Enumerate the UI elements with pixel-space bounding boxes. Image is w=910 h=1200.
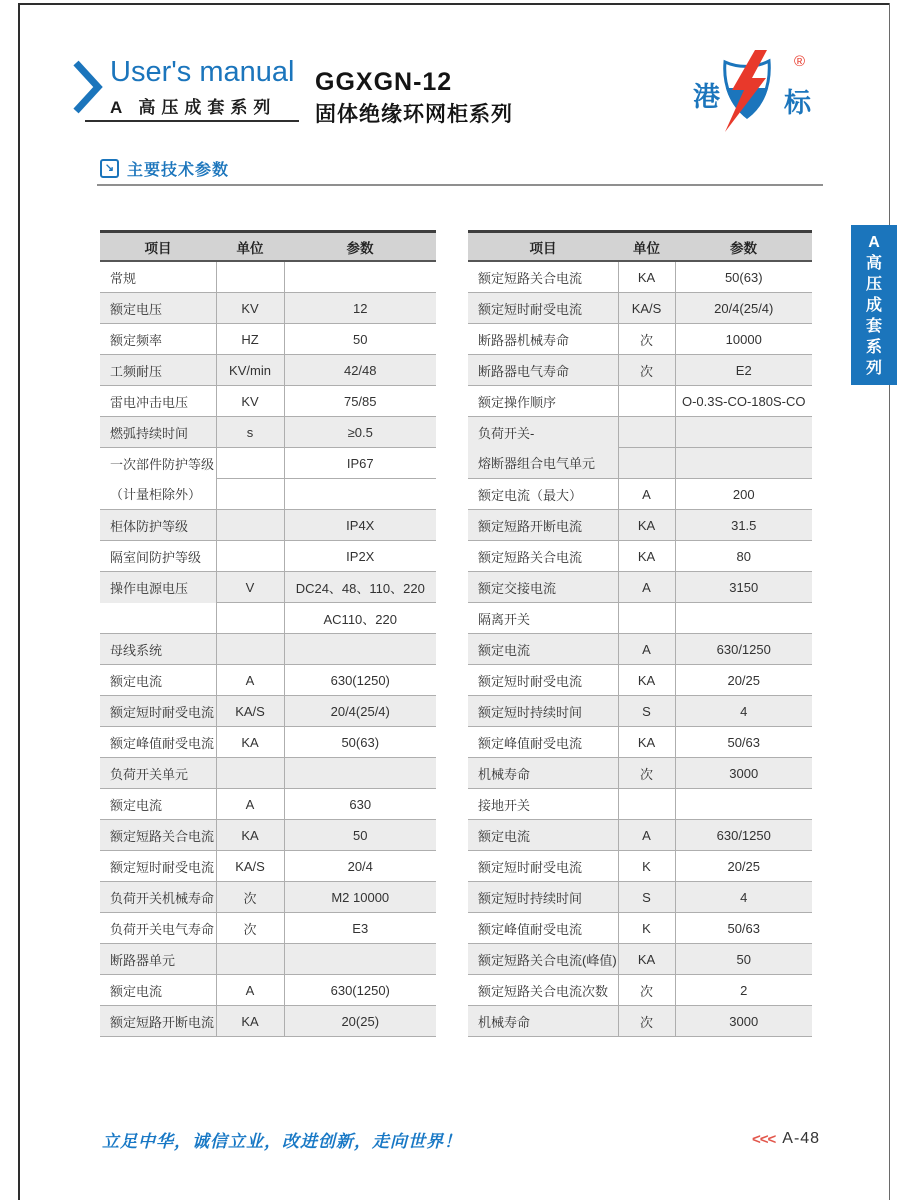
param-unit-cell: KV [216,293,284,324]
table-row [100,696,436,727]
param-value-cell: M2 10000 [284,882,436,913]
column-header: 项目 [468,232,618,262]
param-item-cell: 工频耐压 [100,355,216,386]
params-table-left [100,230,436,1037]
section-divider [97,184,823,186]
param-value-cell: 4 [675,696,812,727]
param-unit-cell: KA [618,261,675,293]
param-unit-cell [216,541,284,572]
side-tab-char: 高 [865,254,882,272]
param-item-cell: 额定短时持续时间 [468,882,618,913]
table-row [468,324,812,355]
param-value-cell: 20/4(25/4) [284,696,436,727]
param-item-cell: 额定电流 [468,634,618,665]
table-row [100,913,436,944]
column-header: 参数 [284,232,436,262]
params-table-right [468,230,812,1037]
param-item-cell: 额定电流 [100,665,216,696]
table-row [468,603,812,634]
param-value-cell: O-0.3S-CO-180S-CO [675,386,812,417]
param-value-cell: 50/63 [675,913,812,944]
page-number: A-48 [782,1130,821,1147]
param-value-cell [284,479,436,510]
param-unit-cell: V [216,572,284,603]
param-value-cell: DC24、48、110、220 [284,572,436,603]
param-unit-cell: HZ [216,324,284,355]
param-value-cell: 50/63 [675,727,812,758]
param-value-cell: 20/4(25/4) [675,293,812,324]
param-value-cell: IP67 [284,448,436,479]
column-header: 项目 [100,232,216,262]
param-item-cell: 额定短时耐受电流 [468,665,618,696]
param-item-cell: 额定电流 [468,820,618,851]
param-value-cell: 200 [675,479,812,510]
table-row [468,355,812,386]
params-table [100,230,436,1037]
param-item-cell: 额定电流（最大） [468,479,618,510]
param-value-cell: 3000 [675,758,812,789]
param-item-cell: 额定短时耐受电流 [468,293,618,324]
param-value-cell: 31.5 [675,510,812,541]
param-value-cell: 630 [284,789,436,820]
param-unit-cell: KA [618,727,675,758]
table-row [100,820,436,851]
param-unit-cell: A [618,820,675,851]
column-header: 参数 [675,232,812,262]
table-row [100,665,436,696]
param-value-cell: 50(63) [675,261,812,293]
param-value-cell [284,261,436,293]
param-value-cell: 630/1250 [675,634,812,665]
param-value-cell: 50 [284,324,436,355]
param-item-cell: 额定峰值耐受电流 [468,913,618,944]
param-value-cell: 42/48 [284,355,436,386]
side-tab-char: 套 [865,317,882,335]
table-row [100,634,436,665]
param-unit-cell: A [618,634,675,665]
table-row [100,386,436,417]
param-unit-cell: KA [618,510,675,541]
section-heading [100,157,229,180]
table-row [468,851,812,882]
section-title: 主要技术参数 [127,162,230,179]
param-item-cell: 接地开关 [468,789,618,820]
page-marker [752,1130,820,1148]
param-unit-cell: 次 [216,882,284,913]
param-unit-cell [618,603,675,634]
chevron-right-icon [72,60,104,114]
side-tab-char: 压 [865,275,882,293]
table-row [468,541,812,572]
param-unit-cell: K [618,913,675,944]
param-unit-cell: A [618,479,675,510]
param-value-cell: AC110、220 [284,603,436,634]
param-unit-cell: 次 [618,758,675,789]
param-unit-cell [618,448,675,479]
table-row [100,293,436,324]
table-row [100,789,436,820]
param-unit-cell: KA [618,944,675,975]
param-value-cell: 20(25) [284,1006,436,1037]
table-row [100,417,436,448]
param-value-cell: ≥0.5 [284,417,436,448]
param-item-cell: 额定短路关合电流 [468,541,618,572]
logo-left-char: 港 [693,82,720,112]
table-header-row [100,232,436,262]
param-value-cell: 3150 [675,572,812,603]
table-header-row [468,232,812,262]
table-row [468,572,812,603]
param-item-cell: 母线系统 [100,634,216,665]
param-unit-cell [216,261,284,293]
param-unit-cell [216,758,284,789]
side-tab-char: 成 [865,296,882,314]
table-row [468,696,812,727]
table-row [100,572,436,603]
param-value-cell: 12 [284,293,436,324]
param-item-cell: 隔室间防护等级 [100,541,216,572]
param-item-cell: 额定短时耐受电流 [468,851,618,882]
table-row [100,758,436,789]
param-value-cell: 630/1250 [675,820,812,851]
param-unit-cell: KA/S [216,696,284,727]
table-row [100,510,436,541]
param-item-cell: 负荷开关电气寿命 [100,913,216,944]
param-value-cell: 20/25 [675,665,812,696]
param-item-cell: 柜体防护等级 [100,510,216,541]
param-unit-cell: KV [216,386,284,417]
param-item-cell: 额定频率 [100,324,216,355]
param-value-cell [284,634,436,665]
param-item-cell: 额定短路关合电流(峰值) [468,944,618,975]
side-tab-series [851,225,897,385]
param-item-cell: 操作电源电压 [100,572,216,603]
table-row [468,882,812,913]
param-item-cell [100,603,216,634]
param-unit-cell: KA [216,820,284,851]
param-value-cell [284,758,436,789]
table-row [100,603,436,634]
param-value-cell: 2 [675,975,812,1006]
param-unit-cell: A [216,789,284,820]
company-logo [692,46,824,138]
param-value-cell: 630(1250) [284,665,436,696]
param-value-cell: 50 [675,944,812,975]
table-row [100,448,436,479]
param-unit-cell: S [618,696,675,727]
table-row [468,417,812,448]
side-tab-char: A [868,233,880,251]
param-value-cell: 50 [284,820,436,851]
table-row [100,727,436,758]
param-value-cell [675,789,812,820]
param-item-cell: 额定短时耐受电流 [100,696,216,727]
param-value-cell [675,448,812,479]
param-value-cell: IP2X [284,541,436,572]
param-unit-cell [216,944,284,975]
param-unit-cell [216,634,284,665]
manual-title: User's manual [110,56,295,88]
param-unit-cell: 次 [618,975,675,1006]
param-item-cell: 负荷开关单元 [100,758,216,789]
param-unit-cell [216,603,284,634]
param-value-cell: 630(1250) [284,975,436,1006]
param-item-cell: 额定峰值耐受电流 [100,727,216,758]
param-value-cell: 50(63) [284,727,436,758]
param-item-cell: 额定短时持续时间 [468,696,618,727]
table-row [100,479,436,510]
param-value-cell: IP4X [284,510,436,541]
param-unit-cell [618,417,675,448]
table-row [468,820,812,851]
table-row [468,975,812,1006]
product-model: GGXGN-12 [315,68,453,96]
side-tab-char: 列 [865,359,882,377]
series-underline [85,120,299,122]
table-row [468,727,812,758]
table-row [100,261,436,293]
side-tab-char: 系 [865,338,882,356]
registered-trademark-icon: ® [794,53,806,70]
param-unit-cell: 次 [618,324,675,355]
param-item-cell: 额定电压 [100,293,216,324]
logo-right-char: 标 [784,88,811,118]
param-value-cell: 10000 [675,324,812,355]
table-row [100,355,436,386]
page-marker-arrows-icon: <<< [752,1130,776,1148]
table-row [468,944,812,975]
table-row [468,479,812,510]
param-value-cell: E2 [675,355,812,386]
param-value-cell: 80 [675,541,812,572]
table-row [100,1006,436,1037]
param-unit-cell: 次 [618,1006,675,1037]
param-item-cell: 额定短路关合电流次数 [468,975,618,1006]
param-value-cell: 20/4 [284,851,436,882]
table-row [468,261,812,293]
table-row [100,882,436,913]
param-item-cell: 断路器机械寿命 [468,324,618,355]
table-row [100,851,436,882]
table-row [468,758,812,789]
param-value-cell [675,417,812,448]
param-item-cell: 雷电冲击电压 [100,386,216,417]
param-value-cell: 75/85 [284,386,436,417]
table-row [100,541,436,572]
table-row [468,913,812,944]
param-unit-cell [216,479,284,510]
param-unit-cell: KA [618,541,675,572]
param-item-cell: 负荷开关- [468,417,618,448]
table-row [100,944,436,975]
param-unit-cell [618,386,675,417]
table-row [468,1006,812,1037]
param-item-cell: 断路器单元 [100,944,216,975]
table-row [468,293,812,324]
table-row [100,324,436,355]
param-value-cell: 4 [675,882,812,913]
param-unit-cell: s [216,417,284,448]
table-row [468,386,812,417]
table-row [468,510,812,541]
param-item-cell: 机械寿命 [468,758,618,789]
param-value-cell [284,944,436,975]
param-item-cell: 常规 [100,261,216,293]
param-unit-cell: KV/min [216,355,284,386]
product-series-title: 固体绝缘环网柜系列 [315,103,513,126]
param-unit-cell: 次 [618,355,675,386]
param-unit-cell: A [216,665,284,696]
param-value-cell [675,603,812,634]
param-item-cell: 额定短路开断电流 [100,1006,216,1037]
param-item-cell: 一次部件防护等级 [100,448,216,479]
param-unit-cell: 次 [216,913,284,944]
param-item-cell: 额定电流 [100,789,216,820]
param-unit-cell: KA/S [618,293,675,324]
param-value-cell: 20/25 [675,851,812,882]
param-unit-cell: KA/S [216,851,284,882]
param-item-cell: 额定短时耐受电流 [100,851,216,882]
param-item-cell: 负荷开关机械寿命 [100,882,216,913]
param-item-cell: 燃弧持续时间 [100,417,216,448]
param-unit-cell: A [618,572,675,603]
param-item-cell: 额定短路关合电流 [100,820,216,851]
param-item-cell: 额定交接电流 [468,572,618,603]
param-item-cell: 机械寿命 [468,1006,618,1037]
table-row [468,789,812,820]
footer-slogan: 立足中华，诚信立业，改进创新，走向世界！ [102,1132,462,1151]
param-unit-cell: K [618,851,675,882]
param-unit-cell [618,789,675,820]
param-item-cell: 熔断器组合电气单元 [468,448,618,479]
page-border-left [18,3,20,1200]
series-label: A 高压成套系列 [110,98,277,117]
param-value-cell: E3 [284,913,436,944]
param-unit-cell: KA [618,665,675,696]
table-row [468,634,812,665]
param-item-cell: 额定操作顺序 [468,386,618,417]
section-arrow-icon: ↘ [100,159,119,178]
param-unit-cell: S [618,882,675,913]
param-item-cell: 额定峰值耐受电流 [468,727,618,758]
param-item-cell: 额定短路关合电流 [468,261,618,293]
param-item-cell: 断路器电气寿命 [468,355,618,386]
param-unit-cell: A [216,975,284,1006]
param-item-cell: 隔离开关 [468,603,618,634]
table-row [100,975,436,1006]
column-header: 单位 [618,232,675,262]
table-row [468,665,812,696]
param-value-cell: 3000 [675,1006,812,1037]
param-item-cell: 额定电流 [100,975,216,1006]
param-item-cell: （计量柜除外） [100,479,216,510]
column-header: 单位 [216,232,284,262]
param-unit-cell [216,448,284,479]
param-unit-cell [216,510,284,541]
table-row [468,448,812,479]
params-table [468,230,812,1037]
param-unit-cell: KA [216,1006,284,1037]
page-border-top [18,3,890,5]
param-unit-cell: KA [216,727,284,758]
param-item-cell: 额定短路开断电流 [468,510,618,541]
page-border-right [889,3,890,1200]
